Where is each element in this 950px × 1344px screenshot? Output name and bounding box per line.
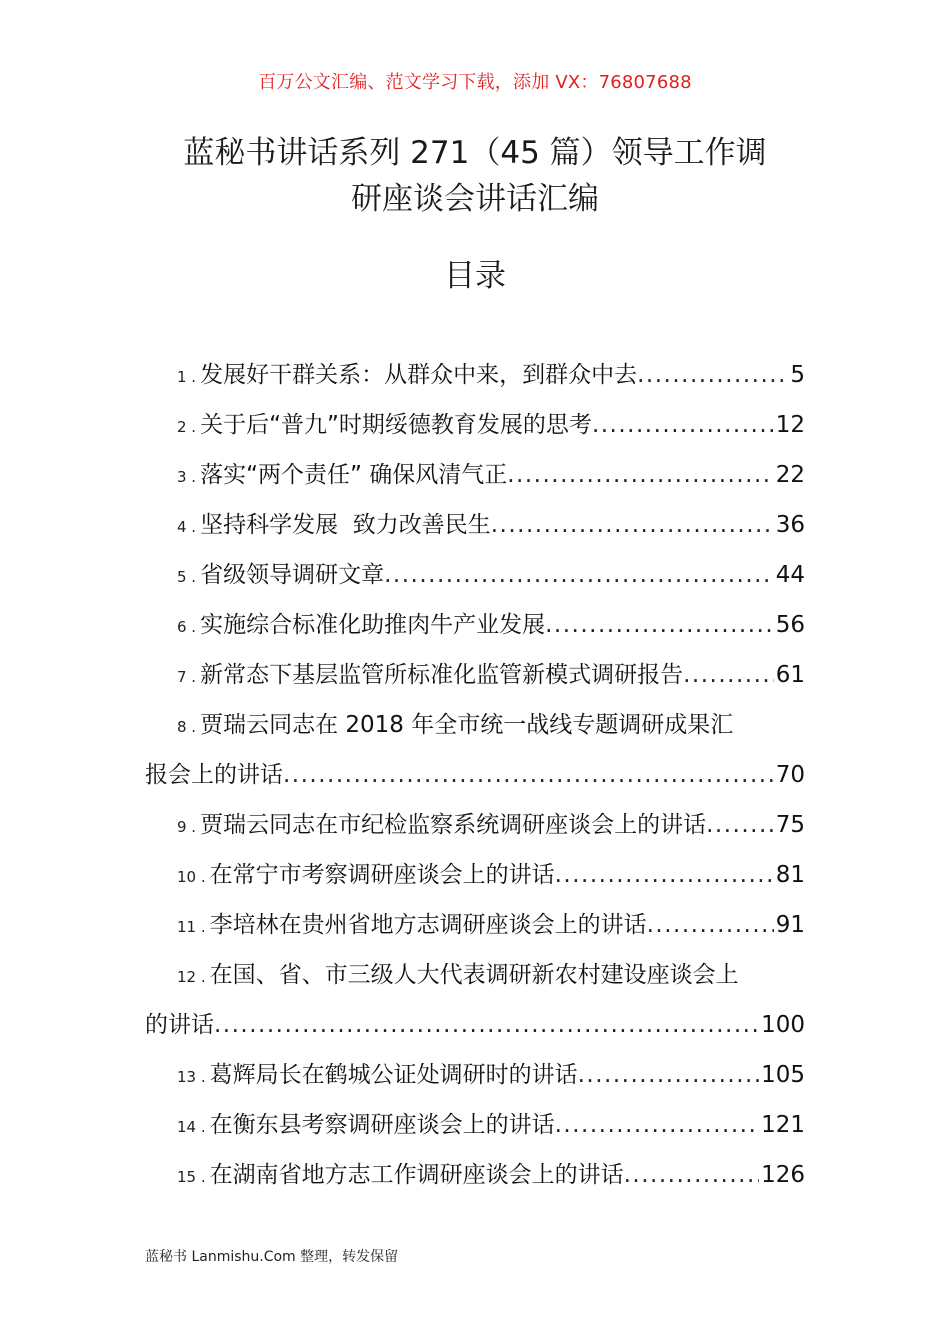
toc-entry-number: 10 . <box>177 868 206 886</box>
toc-entry-page: 91 <box>775 912 805 938</box>
toc-entry[interactable] <box>145 450 805 500</box>
toc-entry-page: 100 <box>761 1012 805 1038</box>
toc-entry[interactable] <box>145 800 805 850</box>
toc-entry-title: 实施综合标准化助推肉牛产业发展 <box>200 612 546 638</box>
toc-entry-title: 葛辉局长在鹤城公证处调研时的讲话 <box>209 1062 578 1088</box>
toc-entry-title: 坚持科学发展 致力改善民生 <box>200 512 491 538</box>
toc-leader-dots <box>555 850 774 900</box>
toc-leader-dots <box>283 750 774 800</box>
toc-entry-number: 11 . <box>177 918 206 936</box>
toc-leader-dots <box>555 1100 759 1150</box>
toc-entry-title: 新常态下基层监管所标准化监管新模式调研报告 <box>200 662 684 688</box>
toc-entry-number: 1 . <box>177 368 197 386</box>
toc-entry-number: 5 . <box>177 568 197 586</box>
toc-leader-dots <box>545 600 774 650</box>
toc-leader-dots <box>507 450 773 500</box>
toc-entry[interactable] <box>145 1150 805 1200</box>
toc-entry[interactable] <box>145 950 805 1000</box>
toc-entry[interactable] <box>145 1100 805 1150</box>
toc-entry[interactable] <box>145 500 805 550</box>
toc-entry-title: 在常宁市考察调研座谈会上的讲话 <box>209 862 555 888</box>
toc-heading: 目录 <box>444 258 506 294</box>
toc-entry-title: 省级领导调研文章 <box>200 562 385 588</box>
toc-entry[interactable] <box>145 350 805 400</box>
toc-entry-page: 126 <box>761 1162 805 1188</box>
toc-leader-dots <box>683 650 774 700</box>
toc-entry-page: 61 <box>775 662 805 688</box>
toc-leader-dots <box>491 500 774 550</box>
toc-entry-number: 12 . <box>177 968 206 986</box>
toc-leader-dots <box>384 550 774 600</box>
toc-entry-title: 落实“两个责任” 确保风清气正 <box>200 462 508 488</box>
toc-entry[interactable] <box>145 550 805 600</box>
toc-entry-page: 56 <box>775 612 805 638</box>
toc-entry-title-continued: 报会上的讲话 <box>145 762 283 788</box>
toc-entry[interactable] <box>145 650 805 700</box>
toc-entry-title-continued: 的讲话 <box>145 1012 214 1038</box>
promo-banner: 百万公文汇编、范文学习下载，添加 VX：76807688 <box>258 72 692 93</box>
toc-entry-page: 105 <box>761 1062 805 1088</box>
toc-leader-dots <box>624 1150 759 1200</box>
title-line-1: 蓝秘书讲话系列 271（45 篇）领导工作调 <box>183 135 767 171</box>
toc-entry-page: 44 <box>775 562 805 588</box>
toc-entry[interactable] <box>145 1050 805 1100</box>
toc-leader-dots <box>592 400 774 450</box>
toc-entry-title: 贾瑞云同志在市纪检监察系统调研座谈会上的讲话 <box>200 812 707 838</box>
toc-leader-dots <box>637 350 788 400</box>
toc-entry-number: 9 . <box>177 818 197 836</box>
toc-entry-number: 7 . <box>177 668 197 686</box>
toc-entry-number: 4 . <box>177 518 197 536</box>
toc-entry[interactable] <box>145 900 805 950</box>
toc-entry-page: 75 <box>775 812 805 838</box>
toc-entry-number: 2 . <box>177 418 197 436</box>
toc-entry-title: 贾瑞云同志在 2018 年全市统一战线专题调研成果汇 <box>200 712 734 738</box>
table-of-contents <box>145 350 805 1200</box>
toc-entry[interactable] <box>145 700 805 750</box>
toc-entry-page: 5 <box>790 362 805 388</box>
toc-entry-page: 22 <box>775 462 805 488</box>
toc-entry-page: 36 <box>775 512 805 538</box>
toc-entry-title: 在国、省、市三级人大代表调研新农村建设座谈会上 <box>209 962 739 988</box>
toc-entry-continuation[interactable] <box>145 1000 805 1050</box>
toc-entry-title: 李培林在贵州省地方志调研座谈会上的讲话 <box>209 912 647 938</box>
toc-entry[interactable] <box>145 400 805 450</box>
toc-entry-number: 14 . <box>177 1118 206 1136</box>
toc-entry-page: 70 <box>775 762 805 788</box>
toc-entry-title: 关于后“普九”时期绥德教育发展的思考 <box>200 412 592 438</box>
toc-leader-dots <box>578 1050 759 1100</box>
toc-entry-number: 8 . <box>177 718 197 736</box>
toc-leader-dots <box>706 800 774 850</box>
toc-leader-dots <box>214 1000 759 1050</box>
toc-entry-page: 121 <box>761 1112 805 1138</box>
toc-entry-title: 发展好干群关系：从群众中来，到群众中去 <box>200 362 638 388</box>
toc-entry-number: 15 . <box>177 1168 206 1186</box>
document-title <box>120 130 830 222</box>
toc-leader-dots <box>647 900 774 950</box>
footer-note: 蓝秘书 Lanmishu.Com 整理，转发保留 <box>145 1249 399 1265</box>
title-line-2: 研座谈会讲话汇编 <box>351 181 599 217</box>
toc-entry[interactable] <box>145 600 805 650</box>
toc-entry-number: 13 . <box>177 1068 206 1086</box>
toc-entry-number: 6 . <box>177 618 197 636</box>
toc-entry-title: 在湖南省地方志工作调研座谈会上的讲话 <box>209 1162 624 1188</box>
toc-entry-continuation[interactable] <box>145 750 805 800</box>
toc-entry-page: 81 <box>775 862 805 888</box>
toc-entry[interactable] <box>145 850 805 900</box>
toc-entry-number: 3 . <box>177 468 197 486</box>
toc-entry-page: 12 <box>775 412 805 438</box>
toc-entry-title: 在衡东县考察调研座谈会上的讲话 <box>209 1112 555 1138</box>
